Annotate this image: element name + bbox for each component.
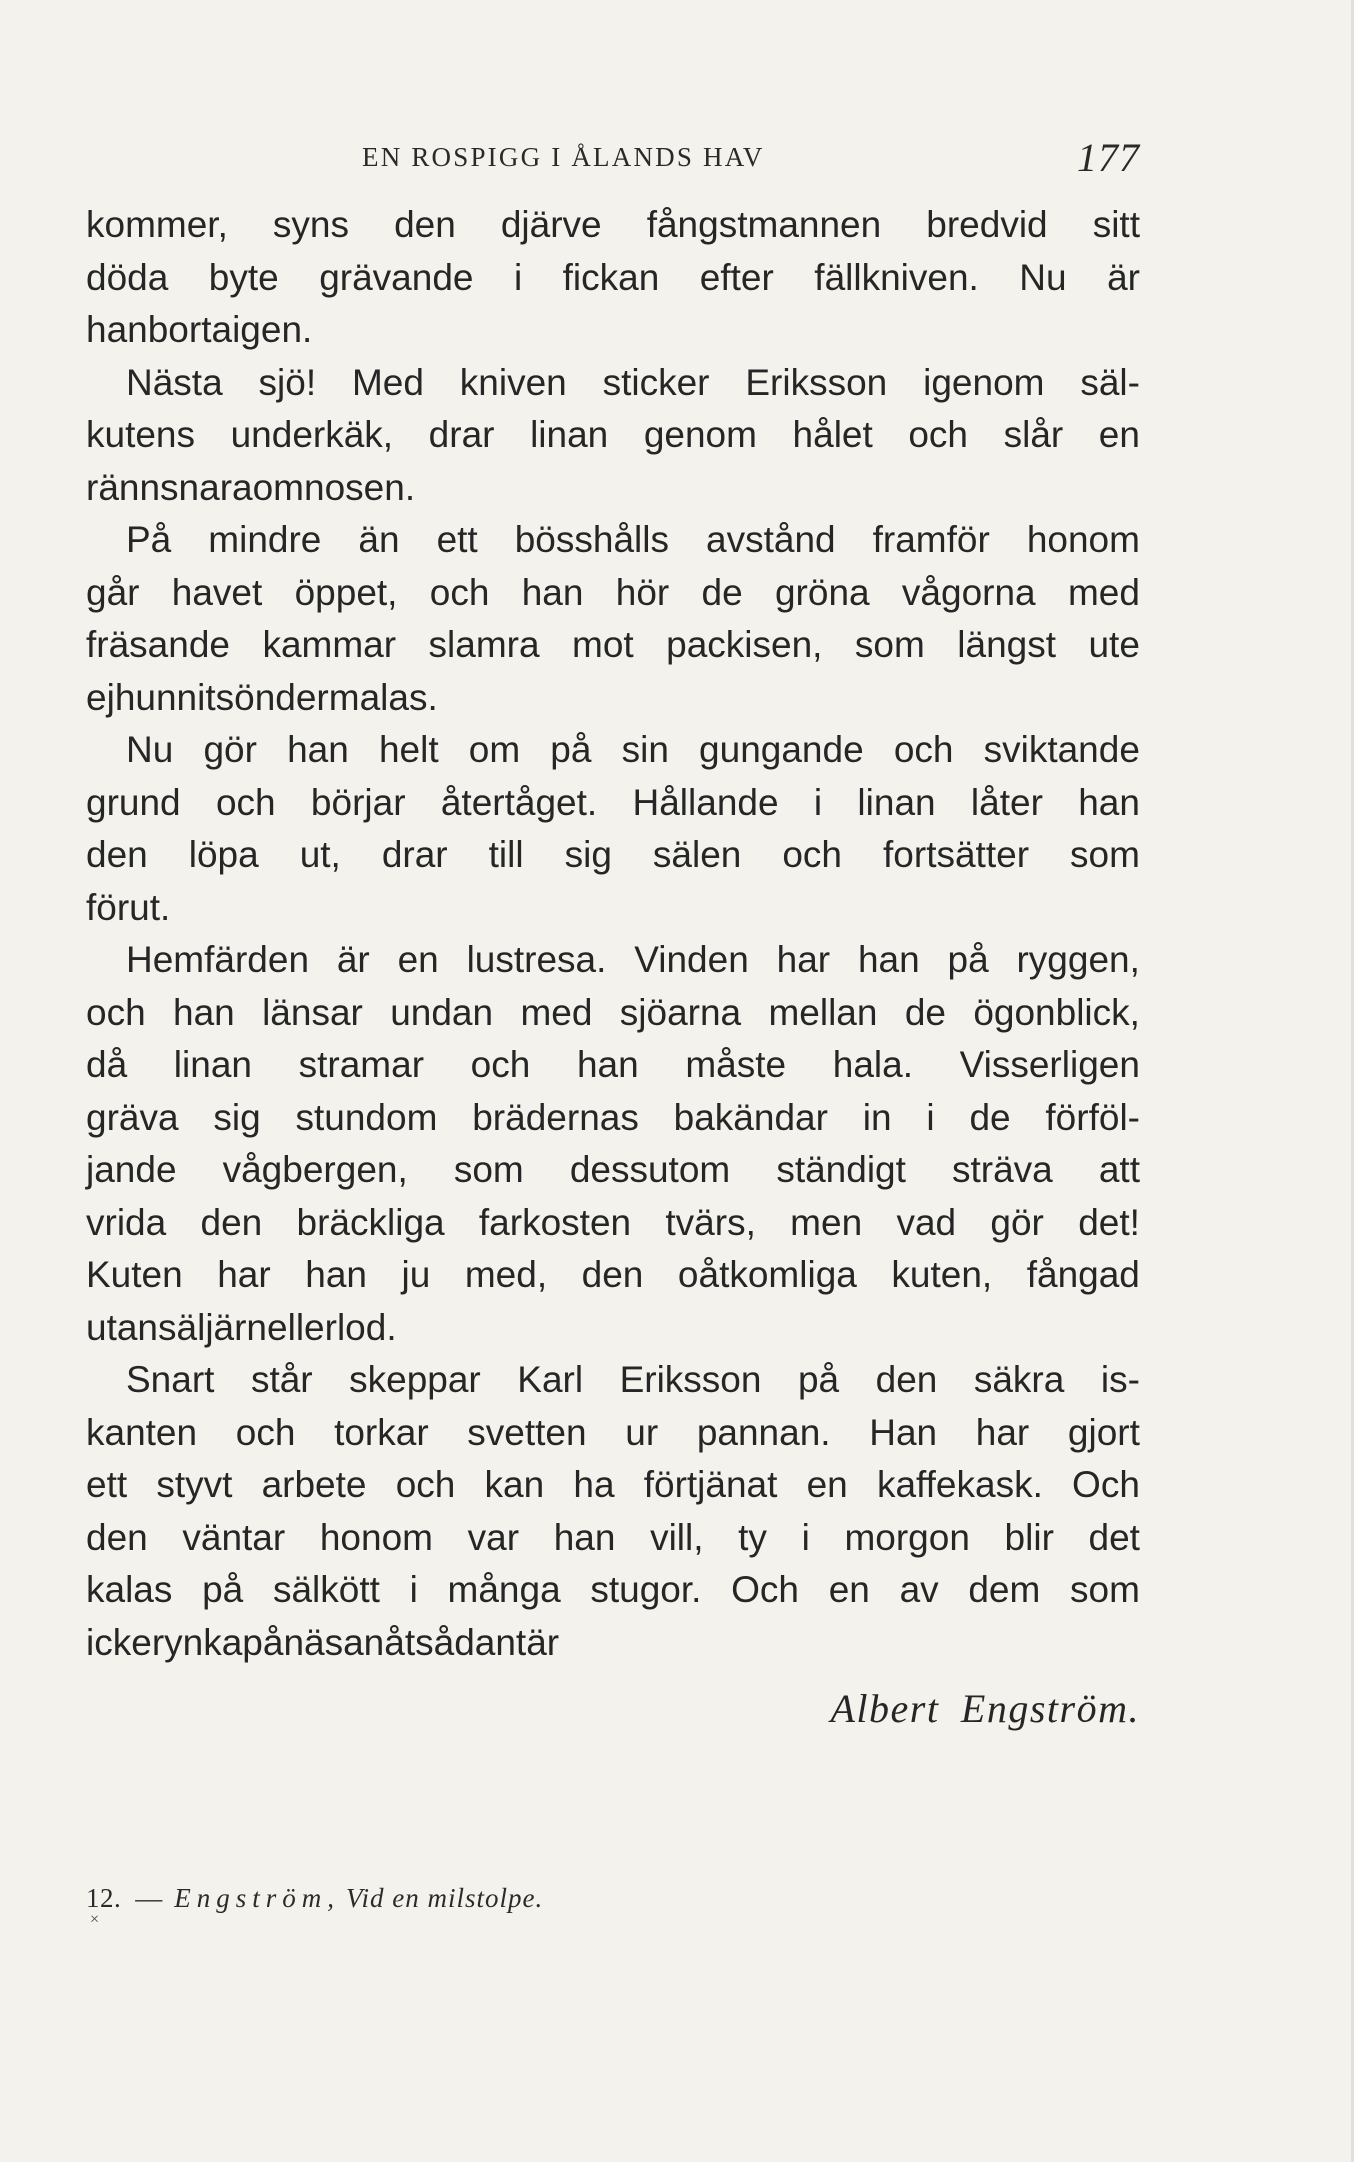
word: den [86, 1516, 148, 1558]
word: hunnit [114, 676, 216, 718]
word: många [447, 1569, 561, 1610]
text-line [86, 1354, 1140, 1407]
word: fångad [1026, 1254, 1140, 1295]
signature-line [86, 1683, 1140, 1736]
word: fångstmannen [646, 204, 882, 245]
word: fortsätter [883, 834, 1030, 875]
word: den [581, 1254, 644, 1295]
word: åt [384, 1621, 416, 1663]
signature-mark: 12. [86, 1883, 122, 1913]
word: och [86, 991, 146, 1033]
word: mindre [208, 519, 322, 560]
word: har [776, 939, 831, 980]
word: djärve [500, 204, 602, 245]
word: gör [990, 1201, 1044, 1243]
text-line [86, 1092, 1140, 1145]
word: han [553, 1516, 616, 1558]
word: helt [378, 729, 439, 770]
word: ständigt [776, 1149, 906, 1190]
word: torkar [334, 1411, 429, 1453]
text-line [86, 357, 1140, 410]
word: kammar [262, 624, 397, 665]
word: ut, [299, 834, 341, 875]
word: ett [436, 519, 478, 560]
word: slamra [428, 624, 540, 665]
word: måste [685, 1044, 787, 1085]
word: bräckliga [296, 1201, 445, 1243]
text-line [86, 1144, 1140, 1197]
word: pannan. [696, 1411, 831, 1453]
word: har [217, 1254, 271, 1295]
word: fräsande [86, 624, 230, 665]
word: framför [872, 519, 990, 560]
footer-mark: × [90, 1911, 100, 1928]
word: vill, [650, 1516, 704, 1558]
word: med [1067, 571, 1140, 613]
word: på [797, 1359, 840, 1400]
word: sitt [1092, 204, 1140, 245]
text-line [86, 619, 1140, 672]
word: sig [213, 1096, 261, 1138]
word: och [395, 1464, 456, 1505]
word: kalas [86, 1569, 173, 1610]
word: in [862, 1096, 892, 1138]
word: sviktande [983, 729, 1140, 770]
word: ha [573, 1464, 615, 1505]
word: och [235, 1411, 296, 1453]
word: jande [86, 1149, 177, 1190]
word: Nu [126, 729, 174, 770]
word: bakändar [673, 1096, 828, 1138]
word: ögonblick, [973, 991, 1140, 1033]
word: en [828, 1569, 870, 1610]
word: rynka [151, 1621, 243, 1663]
word: och [429, 571, 490, 613]
word: borta [147, 309, 233, 350]
word: Han [869, 1411, 938, 1453]
word: säkra [973, 1359, 1065, 1400]
running-title: EN ROSPIGG I ÅLANDS HAV [362, 142, 765, 172]
word: undan [390, 991, 494, 1033]
word: bösshålls [514, 519, 669, 560]
word: näsan [283, 1621, 385, 1663]
word: då [86, 1044, 128, 1085]
word: kaffekask. [876, 1464, 1043, 1505]
word: och [470, 1044, 531, 1085]
word: Kuten [86, 1254, 183, 1295]
word: Eriksson [619, 1359, 762, 1400]
word: is- [1100, 1359, 1140, 1400]
word: han [857, 939, 920, 980]
word: dessutom [569, 1149, 731, 1190]
word: han [1078, 781, 1140, 823]
text-line [86, 199, 1140, 252]
word: men [790, 1201, 863, 1243]
word: tvärs, [665, 1201, 756, 1243]
word: igenom [923, 361, 1045, 403]
word: slår [1003, 414, 1064, 455]
word: kommer, [86, 204, 228, 245]
text-line [86, 252, 1140, 305]
word: blir [1004, 1516, 1054, 1558]
word: gör [203, 729, 257, 770]
word: honom [319, 1516, 433, 1558]
word: av [899, 1569, 939, 1610]
word: kan [484, 1464, 545, 1505]
word: och [893, 729, 954, 770]
word: Hållande [632, 781, 779, 823]
word: underkäk, [230, 414, 394, 455]
word: sälkött [272, 1569, 380, 1610]
word: som [1070, 834, 1140, 875]
word: löpa [188, 834, 259, 875]
word: återtåget. [440, 781, 598, 823]
word: stundom [295, 1096, 438, 1138]
word: stramar [298, 1044, 425, 1085]
footer-dash: — [135, 1883, 163, 1913]
word: igen. [232, 309, 313, 350]
word: med, [464, 1254, 548, 1295]
word: syns [272, 204, 349, 245]
word: om [252, 466, 305, 508]
word: väntar [182, 1516, 286, 1558]
word: ett [86, 1464, 128, 1505]
word: svetten [467, 1411, 587, 1453]
word: grävande [319, 256, 474, 298]
word: den [200, 1201, 263, 1243]
word: längst [957, 624, 1057, 665]
text-line [86, 1459, 1140, 1512]
word: han [173, 991, 235, 1033]
word: gräva [86, 1096, 179, 1138]
page-number: 177 [1077, 135, 1140, 180]
word: går [86, 571, 140, 613]
text-line [86, 672, 1140, 725]
word: packisen, [666, 624, 823, 665]
word: en [397, 939, 439, 980]
word: sjö! [258, 361, 317, 403]
word: Och [731, 1569, 800, 1610]
word: ej [86, 676, 115, 718]
word: sträva [952, 1149, 1053, 1190]
text-line [86, 1039, 1140, 1092]
word: i [926, 1096, 935, 1138]
word: efter [699, 256, 774, 298]
word: om [468, 729, 521, 770]
word: arbete [261, 1464, 367, 1505]
word: han [287, 729, 349, 770]
word: vågorna [901, 571, 1036, 613]
word: låter [970, 781, 1043, 823]
word: havet [171, 571, 263, 613]
word: på [947, 939, 989, 980]
word: icke [86, 1621, 152, 1663]
word: Hemfärden [126, 939, 310, 980]
word: som [1070, 1569, 1140, 1610]
word: fickan [562, 256, 660, 298]
word: i [409, 1569, 418, 1610]
word: genom [643, 414, 757, 455]
word: den [875, 1359, 938, 1400]
word: öppet, [294, 571, 398, 613]
word: på [202, 1569, 244, 1610]
word: brädernas [472, 1096, 639, 1138]
word: byte [208, 256, 279, 298]
text-line [86, 1512, 1140, 1565]
word: än [358, 519, 400, 560]
word: de [904, 991, 946, 1033]
word: som [453, 1149, 524, 1190]
word: avstånd [706, 519, 836, 560]
word: hör [615, 571, 670, 613]
text-line [86, 1302, 1140, 1355]
word: rännsnara [86, 466, 253, 508]
word: i [813, 781, 823, 823]
word: Visserligen [959, 1044, 1140, 1085]
word: Snart [126, 1359, 215, 1400]
word: drar [381, 834, 448, 875]
word: till [488, 834, 524, 875]
text-line [86, 882, 1140, 935]
word: länsar [262, 991, 363, 1033]
text-line [86, 304, 1140, 357]
word: börjar [310, 781, 406, 823]
word: förut. [86, 886, 171, 928]
word: linan [530, 414, 609, 455]
running-header [86, 135, 1140, 180]
word: linan [857, 781, 936, 823]
word: sådant [415, 1621, 527, 1663]
word: har [975, 1411, 1030, 1453]
author-signature: Albert Engström. [830, 1686, 1140, 1731]
word: gröna [774, 571, 870, 613]
word: förföl- [1045, 1096, 1140, 1138]
word: oåtkomliga [677, 1254, 857, 1295]
word: vågbergen, [222, 1149, 408, 1190]
word: kniven [459, 361, 567, 403]
word: är [526, 1621, 560, 1663]
word: att [1098, 1149, 1140, 1190]
word: de [701, 571, 743, 613]
word: på [242, 1621, 284, 1663]
word: vad [896, 1201, 957, 1243]
word: hala. [832, 1044, 913, 1085]
word: de [969, 1096, 1011, 1138]
word: dem [968, 1569, 1041, 1610]
word: gungande [699, 729, 864, 770]
footer-author: Engström, [174, 1883, 341, 1913]
word: fällkniven. [814, 256, 979, 298]
word: Eriksson [745, 361, 888, 403]
text-line [86, 934, 1140, 987]
word: står [250, 1359, 313, 1400]
word: På [126, 519, 172, 560]
word: ty [738, 1516, 767, 1558]
word: ur [625, 1411, 659, 1453]
word: i [513, 256, 523, 298]
word: farkosten [478, 1201, 632, 1243]
text-line [86, 409, 1140, 462]
word: han [86, 309, 148, 350]
word: och [215, 781, 276, 823]
word: är [336, 939, 370, 980]
word: säl- [1080, 361, 1140, 403]
word: gjort [1067, 1411, 1140, 1453]
word: linan [173, 1044, 252, 1085]
word: som [854, 624, 925, 665]
word: och [908, 414, 969, 455]
footer-signature [86, 1883, 544, 1928]
word: i [801, 1516, 810, 1558]
word: mot [572, 624, 634, 665]
word: lod. [336, 1306, 397, 1348]
word: han [576, 1044, 639, 1085]
text-line [86, 1197, 1140, 1250]
word: morgon [844, 1516, 970, 1558]
text-line [86, 514, 1140, 567]
word: han [305, 1254, 367, 1295]
word: kanten [86, 1411, 198, 1453]
word: Karl [517, 1359, 584, 1400]
word: grund [86, 781, 181, 823]
footer-book-title: Vid en milstolpe. [346, 1883, 544, 1913]
word: Och [1072, 1464, 1140, 1505]
word: ryggen, [1016, 939, 1140, 980]
text-line [86, 724, 1140, 777]
word: Nästa [126, 361, 223, 403]
text-line [86, 567, 1140, 620]
word: sälen [652, 834, 742, 875]
word: med [520, 991, 593, 1033]
word: är [1107, 256, 1140, 298]
word: kuten, [891, 1254, 993, 1295]
body-text [86, 199, 1140, 1736]
word: styvt [156, 1464, 233, 1505]
word: lustresa. [466, 939, 607, 980]
word: Med [351, 361, 424, 403]
word: säljärn [158, 1306, 268, 1348]
word: Nu [1019, 256, 1067, 298]
word: drar [428, 414, 495, 455]
word: kutens [86, 414, 196, 455]
word: sin [621, 729, 669, 770]
word: förtjänat [643, 1464, 778, 1505]
word: Vinden [634, 939, 749, 980]
word: en [1098, 414, 1140, 455]
text-line [86, 462, 1140, 515]
word: det [1088, 1516, 1140, 1558]
word: stugor. [590, 1569, 702, 1610]
word: sig [564, 834, 612, 875]
word: mellan [768, 991, 878, 1033]
word: sticker [602, 361, 710, 403]
text-line [86, 1407, 1140, 1460]
text-line [86, 1617, 1140, 1670]
text-line [86, 777, 1140, 830]
text-line [86, 1249, 1140, 1302]
word: vrida [86, 1201, 167, 1243]
word: söndermalas. [215, 676, 438, 718]
word: eller [267, 1306, 337, 1348]
word: skeppar [349, 1359, 481, 1400]
word: på [550, 729, 592, 770]
word: döda [86, 256, 169, 298]
word: ute [1088, 624, 1140, 665]
word: den [86, 834, 148, 875]
word: nosen. [304, 466, 416, 508]
word: han [521, 571, 584, 613]
word: hålet [792, 414, 873, 455]
word: honom [1026, 519, 1140, 560]
word: ju [401, 1254, 431, 1295]
word: och [782, 834, 843, 875]
word: bredvid [926, 204, 1048, 245]
word: sjöarna [619, 991, 742, 1033]
word: var [467, 1516, 520, 1558]
text-line [86, 987, 1140, 1040]
word: en [806, 1464, 848, 1505]
word: utan [86, 1306, 159, 1348]
text-line [86, 1564, 1140, 1617]
word: det! [1078, 1201, 1140, 1243]
text-line [86, 829, 1140, 882]
word: den [394, 204, 456, 245]
